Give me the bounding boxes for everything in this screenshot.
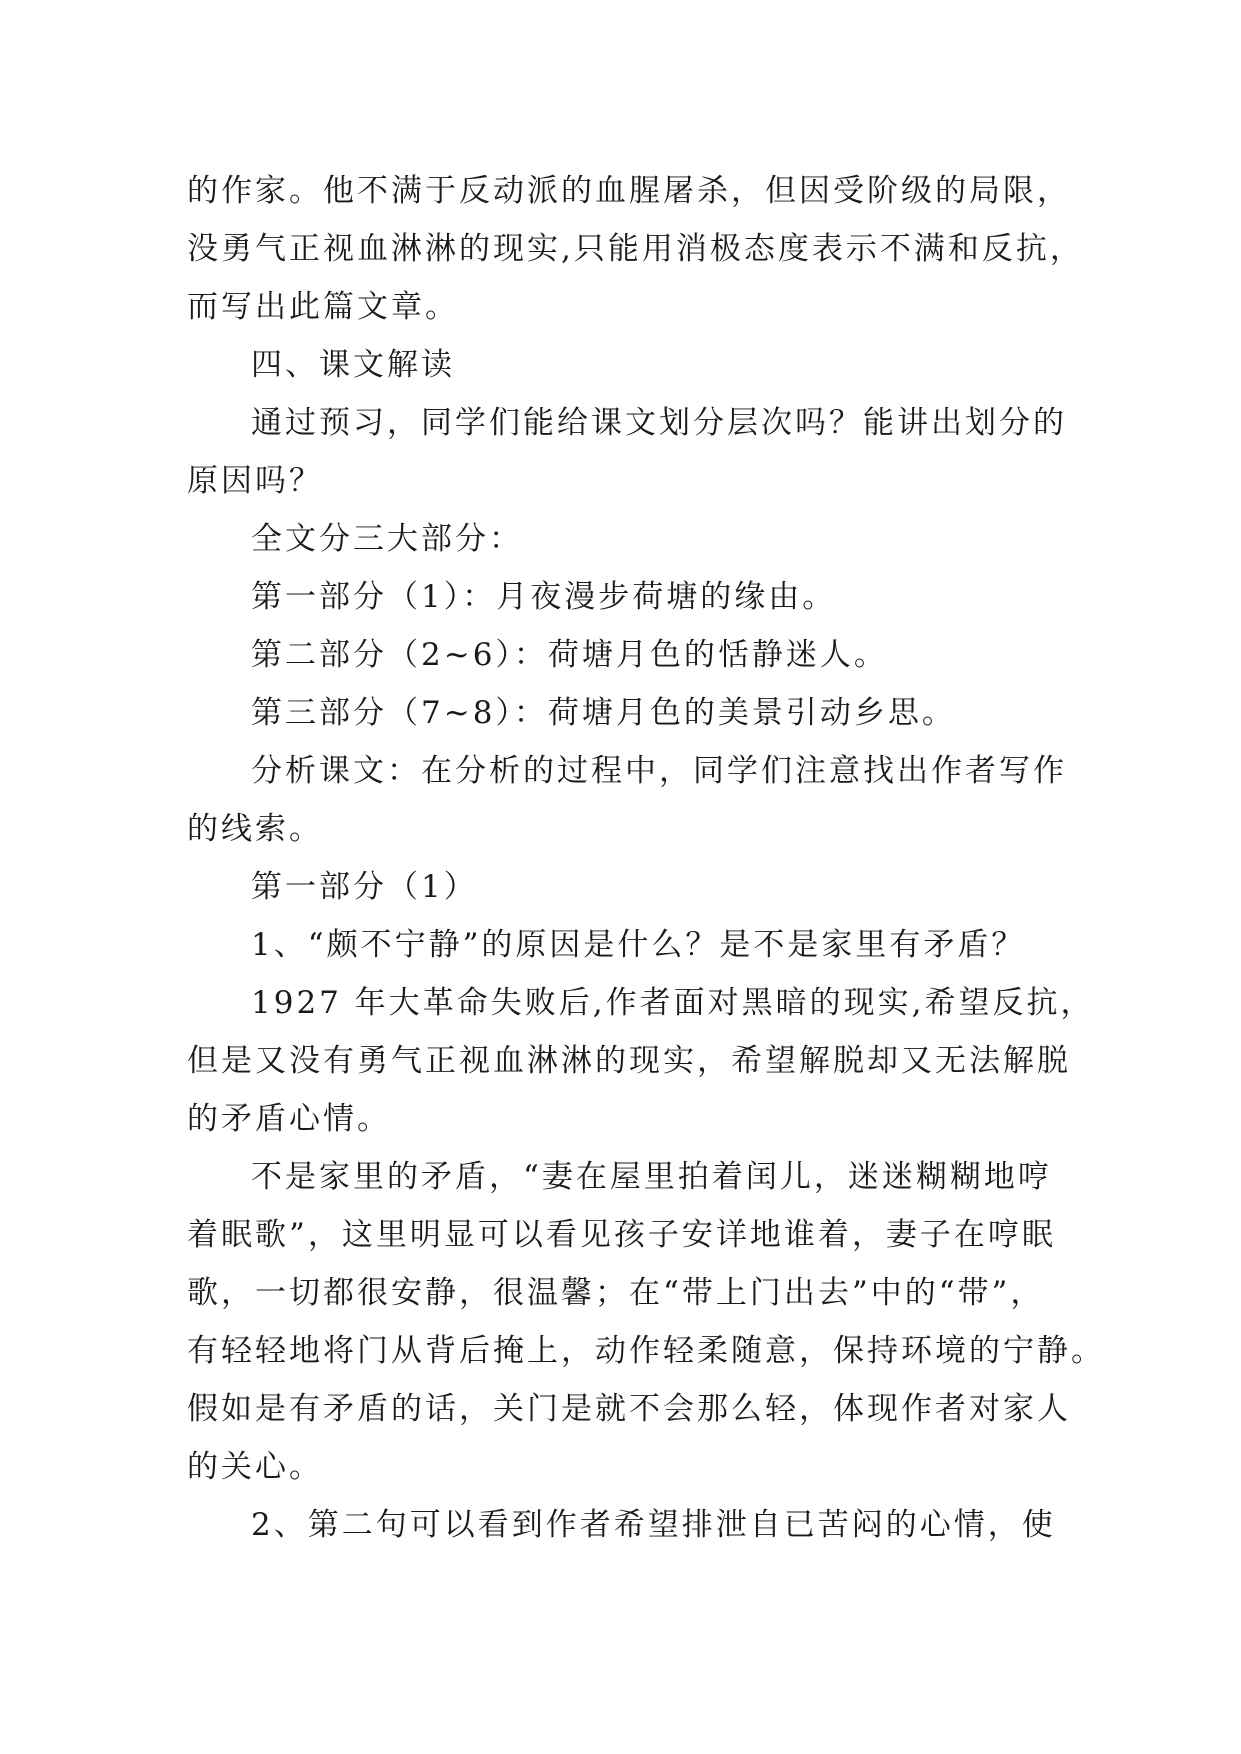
text-line: 的作家。他不满于反动派的血腥屠杀，但因受阶级的局限，: [187, 173, 1071, 209]
text-line: 1927 年大革命失败后,作者面对黑暗的现实,希望反抗，: [251, 985, 1095, 1021]
text-line: 着眠歌”，这里明显可以看见孩子安详地谁着，妻子在哼眠: [187, 1217, 1056, 1253]
text-line: 第三部分（7~8）：荷塘月色的美景引动乡思。: [251, 695, 956, 731]
text-line: 的关心。: [187, 1449, 323, 1485]
text-line: 原因吗？: [187, 463, 323, 499]
text-line: 2、第二句可以看到作者希望排泄自已苦闷的心情，使: [251, 1507, 1056, 1543]
text-line: 通过预习，同学们能给课文划分层次吗？能讲出划分的: [251, 405, 1067, 441]
text-line: 四、课文解读: [251, 347, 455, 383]
document-body: [187, 162, 1105, 1554]
text-line: 歌，一切都很安静，很温馨；在“带上门出去”中的“带”，: [187, 1275, 1045, 1311]
text-line: 有轻轻地将门从背后掩上，动作轻柔随意，保持环境的宁静。: [187, 1333, 1105, 1369]
text-line: 第二部分（2~6）：荷塘月色的恬静迷人。: [251, 637, 888, 673]
text-line: 1、“颇不宁静”的原因是什么？是不是家里有矛盾？: [251, 927, 1026, 963]
text-line: 第一部分（1）：月夜漫步荷塘的缘由。: [251, 579, 837, 615]
text-line: 但是又没有勇气正视血淋淋的现实，希望解脱却又无法解脱: [187, 1043, 1071, 1079]
text-line: 的线索。: [187, 811, 323, 847]
text-line: 没勇气正视血淋淋的现实,只能用消极态度表示不满和反抗，: [187, 231, 1084, 267]
text-line: 第一部分（1）: [251, 869, 478, 905]
text-line: 假如是有矛盾的话，关门是就不会那么轻，体现作者对家人: [187, 1391, 1071, 1427]
text-line: 的矛盾心情。: [187, 1101, 391, 1137]
text-line: 全文分三大部分：: [251, 521, 523, 557]
text-line: 而写出此篇文章。: [187, 289, 459, 325]
text-line: 分析课文：在分析的过程中，同学们注意找出作者写作: [251, 753, 1067, 789]
text-line: 不是家里的矛盾，“妻在屋里拍着闰儿，迷迷糊糊地哼: [251, 1159, 1052, 1195]
